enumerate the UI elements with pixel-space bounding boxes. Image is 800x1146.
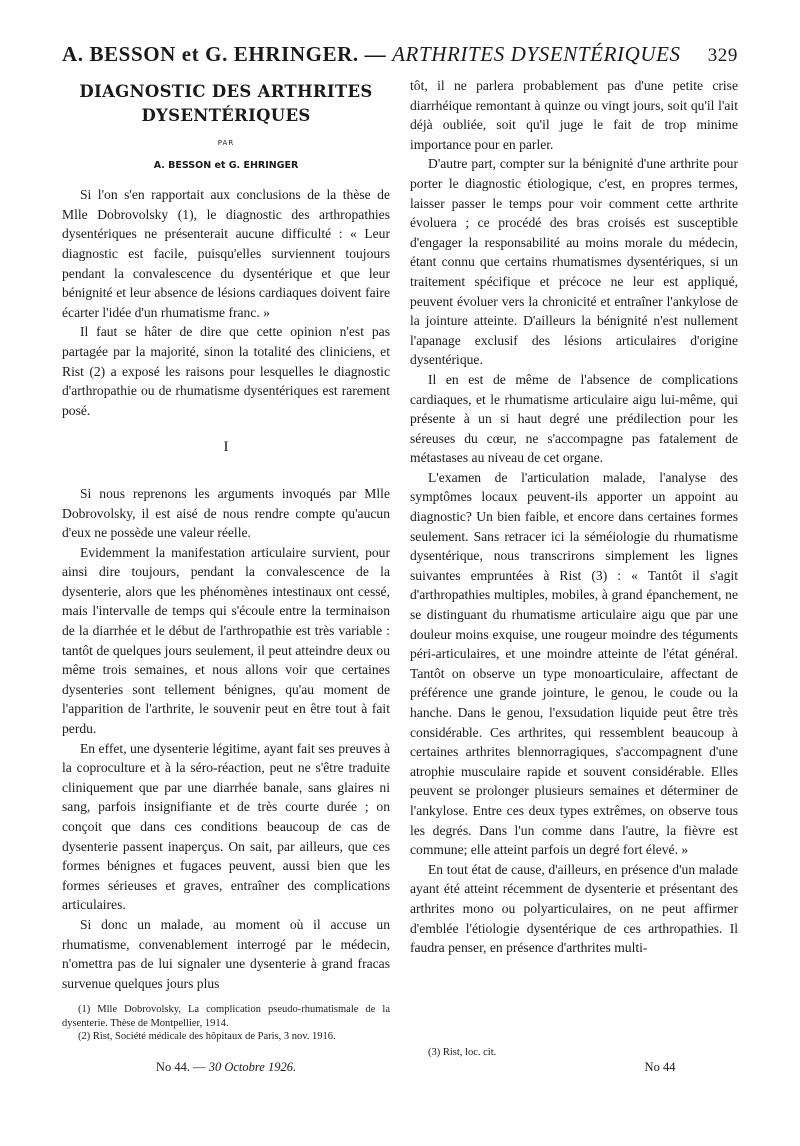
article-title	[62, 80, 390, 128]
page-number: 329	[707, 45, 738, 66]
paragraph: Si l'on s'en rapportait aux conclusions de la thèse de Mlle Dobrovolsky (1), le diagnostic des arthropathies dysentériques ne présenterait aucune difficulté : « Leur diagnostic est facile, puisqu'elles surviennent toujours pendant la convalescence du dysentérique et que leur bénignité et leur absence de lésions cardiaques doivent faire écarter l'idée d'un rhumatisme franc. »	[62, 187, 390, 320]
article-title-line2: DYSENTÉRIQUES	[141, 106, 311, 125]
footer-left-date: 30 Octobre 1926.	[208, 1060, 297, 1074]
footer-right-number: No 44	[644, 1060, 676, 1074]
left-column	[62, 76, 390, 1044]
paragraph: L'examen de l'articulation malade, l'analyse des symptômes locaux peuvent-ils apporter un appoint au diagnostic? Un bien faible, et encore dans certaines formes seulement. Sans retracer ici la séméiologie du rhumatisme dysentérique, nous transcrirons simplement les lignes suivantes empruntées à Rist (3) : « Tantôt il s'agit d'arthropathies multiples, mobiles, à grand épanchement, ne se distinguant du rhumatisme articulaire aigu que par une douleur moins exquise, une rougeur moindre des téguments péri-articulaires, et une moindre atteinte de l'état général. Tantôt on observe un type monoarticulaire, affectant de préférence une grande jointure, le genou, le coude ou la hanche. Dans le genou, l'exsudation liquide peut être très considérable. Ces arthrites, qui ressemblent beaucoup à certaines arthrites blennorragiques, s'accompagnent d'une atrophie musculaire rapide et souvent considérable. Elles peuvent se prolonger plusieurs semaines et déterminer de l'ankylose. Entre ces deux types extrêmes, on observe tous les degrés. Dans l'un comme dans l'autre, la fièvre est commune; elle atteint parfois un degré fort élevé. »	[410, 469, 738, 858]
paragraph: D'autre part, compter sur la bénignité d'une arthrite pour porter le diagnostic étiologique, c'est, en propres termes, laisser passer le temps pour voir comment cette arthrite évoluera ; ce procédé des bras croisés est susceptible d'engager la responsabilité au moins morale du médecin, étant connu que certains rhumatismes dysentériques, si un traitement spécifique et précoce ne leur est appliqué, peuvent évoluer vers la chronicité et entraîner l'ankylose de la jointure atteinte. D'ailleurs la bénignité n'est nullement l'apanage exclusif des lésions articulaires d'origine dysentérique.	[410, 156, 738, 368]
paragraph: En tout état de cause, d'ailleurs, en présence d'un malade ayant été atteint récemment de dysenterie et présentant des arthrites mono ou polyarticulaires, on ne peut affirmer d'emblée l'étiologie dysentérique de ces arthropathies. Il faudra penser, en présence d'arthrites multi-	[410, 861, 738, 956]
right-column	[410, 76, 738, 958]
paragraph: Il faut se hâter de dire que cette opinion n'est pas partagée par la majorité, sinon la totalité des cliniciens, et Rist (2) a exposé les raisons pour lesquelles le diagnostic d'arthropathie ou de rhumatisme dysentériques est rarement posé.	[62, 324, 390, 418]
byline-par: PAR	[217, 139, 235, 147]
paragraph: Evidemment la manifestation articulaire survient, pour ainsi dire toujours, pendant la convalescence de la dysenterie, alors que les phénomènes intestinaux ont cessé, mais l'intervalle de temps qui s'écoule entre la terminaison de la diarrhée et le début de l'arthropathie est très variable : tantôt de quelques jours seulement, il peut atteindre deux ou même trois semaines, et nous allons voir que certaines dysenteries sont tellement bénignes, qu'au moment de l'apparition de l'arthrite, le souvenir peut en être tout à fait perdu.	[62, 544, 390, 737]
paragraph: Si donc un malade, au moment où il accuse un rhumatisme, convenablement interrogé par le médecin, n'omettra pas de lui signaler une dysenterie à grand fracas survenue quelques jours plus	[62, 916, 390, 991]
footnotes	[62, 1003, 390, 1044]
paragraph: tôt, il ne parlera probablement pas d'une petite crise diarrhéique remontant à quinze ou vingt jours, soit qu'il l'ait déjà oubliée, soit qu'il juge le fait de trop minime importance pour en parler.	[410, 78, 738, 152]
header-authors: A. BESSON et G. EHRINGER.	[62, 42, 359, 66]
running-head-title	[62, 42, 681, 67]
section-number: I	[223, 439, 229, 456]
paragraph: En effet, une dysenterie légitime, ayant fait ses preuves à la coproculture et à la séro-réaction, peut ne s'être traduite cliniquement que par une diarrhée banale, sans glaires ni sang, parfois insignifiante et de très courte durée ; on conçoit que dans ces conditions beaucoup de cas de dysenterie passent inaperçus. On sait, par ailleurs, que ces formes bénignes et fugaces peuvent, aussi bien que les formes sérieuses et graves, entraîner des complications articulaires.	[62, 740, 390, 913]
article-title-line1: DIAGNOSTIC DES ARTHRITES	[79, 82, 373, 101]
footnote-2: (2) Rist, Société médicale des hôpitaux de Paris, 3 nov. 1916.	[78, 1031, 336, 1043]
header-dash: —	[358, 42, 393, 66]
footnote-1: (1) Mlle Dobrovolsky, La complication pseudo-rhumatismale de la dysenterie. Thèse de Montpellier, 1914.	[62, 1004, 390, 1029]
footer-left-number: No 44.	[155, 1060, 190, 1074]
paragraph: Il en est de même de l'absence de complications cardiaques, et le rhumatisme articulaire aigu lui-même, qui présente à un si haut degré une prédilection pour les séreuses du cœur, ne s'accompagne pas fatalement de métastases au niveau de cet organe.	[410, 371, 738, 466]
running-head	[62, 42, 738, 67]
header-running-title: ARTHRITES DYSENTÉRIQUES	[392, 42, 681, 66]
byline-authors: A. BESSON et G. EHRINGER	[153, 159, 299, 171]
footnote-3: (3) Rist, loc. cit.	[428, 1047, 497, 1058]
footer-left: No 44. — 30 Octobre 1926.	[155, 1060, 297, 1074]
paragraph: Si nous reprenons les arguments invoqués par Mlle Dobrovolsky, il est aisé de nous rendre compte qu'aucun d'eux ne possède une valeur réelle.	[62, 485, 390, 541]
